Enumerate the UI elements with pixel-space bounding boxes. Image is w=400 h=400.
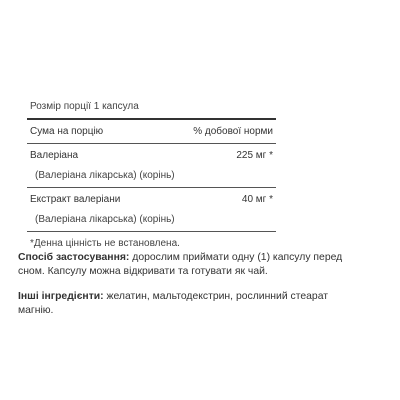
ingredient-name: Валеріана [30, 150, 79, 161]
ingredients-text: желатин, мальтодекстрин, рослинний стеарат магнію. [18, 291, 329, 316]
serving-size: Розмір порції 1 капсула [30, 101, 139, 112]
ingredient-name: Екстракт валеріани [30, 194, 121, 205]
facts-row-valerian [27, 144, 276, 187]
amount-per-serving-header: Сума на порцію [30, 126, 104, 137]
daily-value-footnote: *Денна цінність не встановлена. [30, 238, 180, 249]
ingredients-label: Інші інгредієнти: [18, 291, 104, 302]
usage-instructions [18, 251, 363, 279]
daily-value-header: % добової норми [193, 126, 273, 137]
supplement-facts-table [27, 100, 276, 251]
other-ingredients [18, 290, 363, 318]
ingredient-amount: 40 мг * [241, 194, 273, 205]
ingredient-source: (Валеріана лікарська) (корінь) [35, 170, 175, 181]
ingredient-amount: 225 мг * [236, 150, 273, 161]
facts-header-row [27, 120, 276, 143]
facts-row-valerian-extract [27, 188, 276, 231]
usage-text: дорослим приймати одну (1) капсулу перед сном. Капсулу можна відкривати та готувати як чай. [18, 252, 343, 277]
usage-label: Спосіб застосування: [18, 252, 130, 263]
ingredient-source: (Валеріана лікарська) (корінь) [35, 214, 175, 225]
